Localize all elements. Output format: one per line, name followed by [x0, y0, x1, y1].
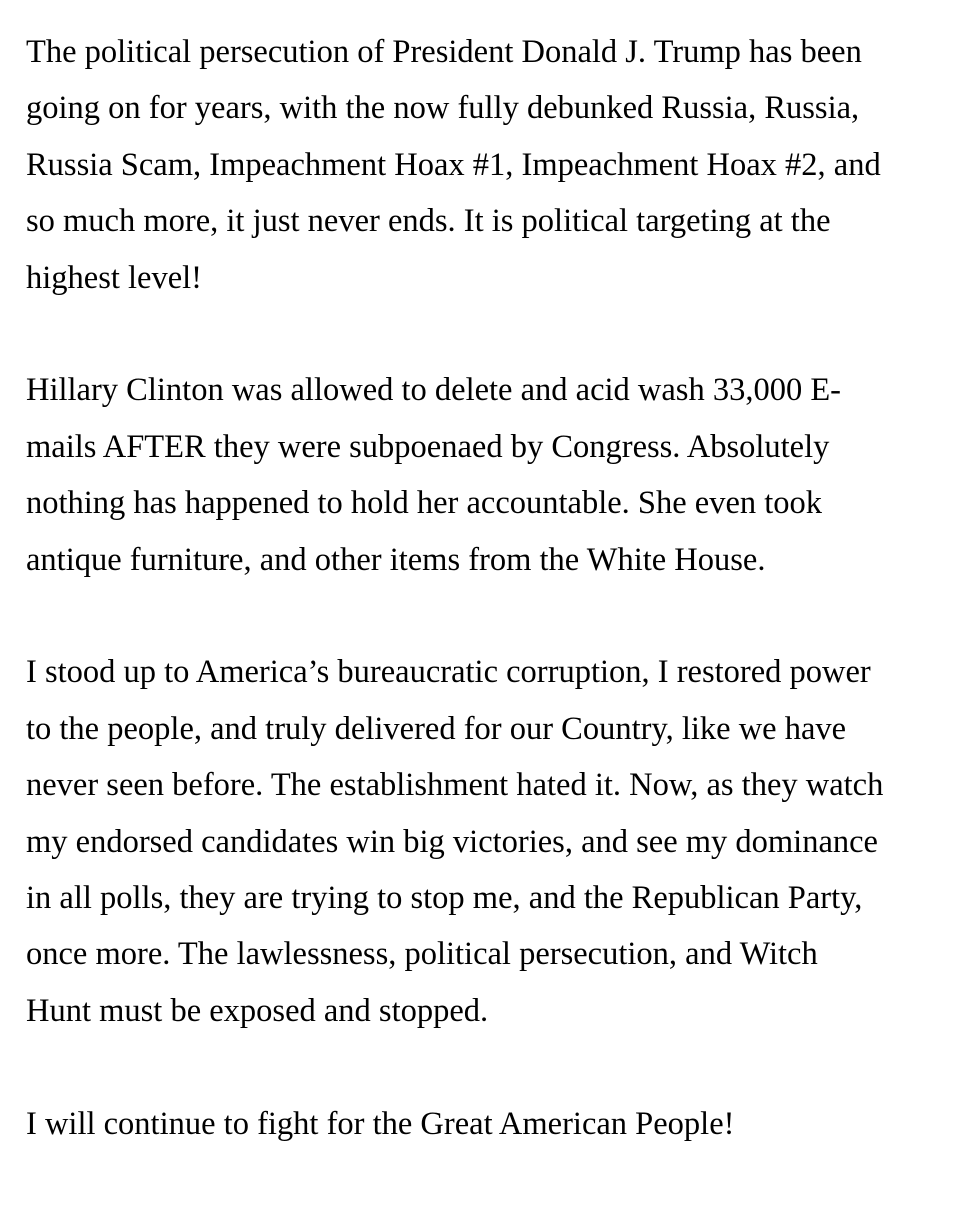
text-line: in all polls, they are trying to stop me, and the Republican Party,	[26, 880, 863, 917]
paragraph-closing	[26, 1096, 942, 1152]
text-line: I stood up to America’s bureaucratic corruption, I restored power	[26, 654, 871, 691]
text-line: going on for years, with the now fully debunked Russia, Russia,	[26, 90, 860, 127]
statement-body	[26, 24, 942, 1208]
paragraph-corruption	[26, 644, 942, 1039]
paragraph-clinton	[26, 362, 942, 588]
text-line: to the people, and truly delivered for our Country, like we have	[26, 710, 847, 747]
text-line: I will continue to fight for the Great American People!	[26, 1105, 735, 1142]
text-line: mails AFTER they were subpoenaed by Congress. Absolutely	[26, 428, 830, 465]
text-line: so much more, it just never ends. It is political targeting at the	[26, 203, 831, 240]
text-line: antique furniture, and other items from the White House.	[26, 541, 766, 578]
text-line: never seen before. The establishment hated it. Now, as they watch	[26, 767, 884, 804]
text-line: The political persecution of President Donald J. Trump has been	[26, 34, 862, 70]
text-line: Hunt must be exposed and stopped.	[26, 992, 489, 1029]
text-line: nothing has happened to hold her accountable. She even took	[26, 485, 823, 522]
text-line: highest level!	[26, 259, 202, 296]
text-line: Russia Scam, Impeachment Hoax #1, Impeachment Hoax #2, and	[26, 146, 881, 183]
text-line: once more. The lawlessness, political persecution, and Witch	[26, 936, 818, 973]
text-line: my endorsed candidates win big victories, and see my dominance	[26, 823, 878, 860]
text-line: Hillary Clinton was allowed to delete and acid wash 33,000 E-	[26, 372, 842, 409]
paragraph-persecution	[26, 24, 942, 306]
